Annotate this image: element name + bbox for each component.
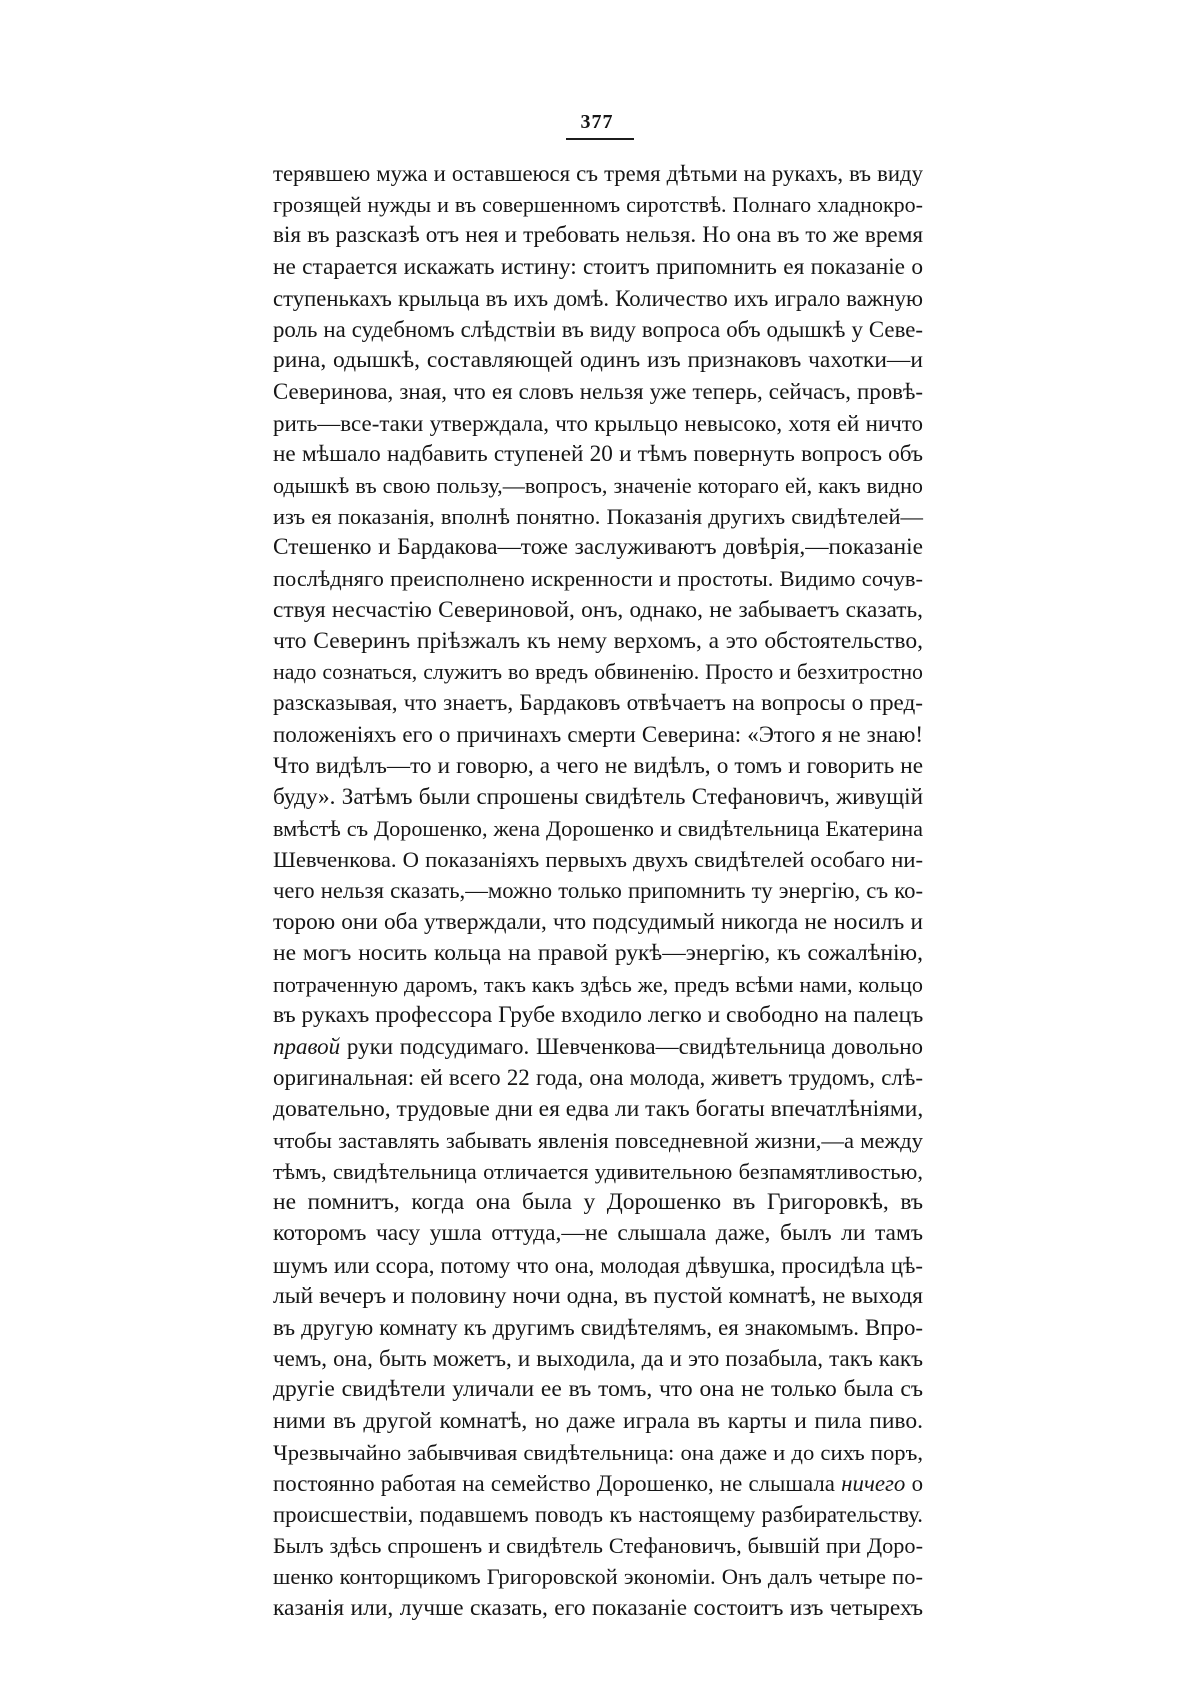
italic-word: ничего: [841, 1470, 906, 1496]
text-line: Шевченкова. О показаніяхъ первыхъ двухъ свидѣтелей особаго ни-: [273, 847, 923, 873]
text-line: грозящей нужды и въ совершенномъ сиротствѣ. Полнаго хладнокро-: [273, 192, 923, 218]
text-line: изъ ея показанія, вполнѣ понятно. Показанія другихъ свидѣтелей—: [273, 504, 923, 530]
page-number-rule: [566, 138, 634, 140]
text-line: ними въ другой комнатѣ, но даже играла въ карты и пила пиво.: [273, 1407, 923, 1434]
text-line: потраченную даромъ, такъ какъ здѣсь же, предъ всѣми нами, кольцо: [273, 971, 923, 997]
text-line: оригинальная: ей всего 22 года, она молода, живетъ трудомъ, слѣ-: [273, 1065, 923, 1091]
text-line: происшествіи, подавшемъ поводъ къ настоящему разбирательству.: [273, 1502, 923, 1528]
text-line: разсказывая, что знаетъ, Бардаковъ отвѣчаетъ на вопросы о пред-: [273, 690, 923, 717]
text-line: Что видѣлъ—то и говорю, а чего не видѣлъ, о томъ и говорить не: [273, 752, 923, 779]
text-line: шумъ или ссора, потому что она, молодая дѣвушка, просидѣла цѣ-: [273, 1252, 923, 1278]
text-line: буду». Затѣмъ были спрошены свидѣтель Стефановичъ, живущій: [273, 783, 923, 810]
text-line: тѣмъ, свидѣтельница отличается удивительною безпамятливостью,: [273, 1159, 923, 1184]
text-line: въ рукахъ профессора Грубе входило легко и свободно на палецъ: [273, 1002, 924, 1029]
text-line: терявшею мужа и оставшеюся съ тремя дѣтьми на рукахъ, въ виду: [273, 161, 923, 186]
text-line-with-italic: [273, 1468, 923, 1499]
text-line: шенко конторщикомъ Григоровской экономіи. Онъ далъ четыре по-: [273, 1564, 923, 1590]
text-line: чего нельзя сказать,—можно только припомнить ту энергію, съ ко-: [273, 878, 923, 904]
text-line: Северинова, зная, что ея словъ нельзя уже теперь, сейчасъ, провѣ-: [273, 379, 923, 405]
text-line: казанія или, лучше сказать, его показаніе состоитъ изъ четырехъ: [273, 1594, 923, 1621]
text-line: не мѣшало надбавить ступеней 20 и тѣмъ повернуть вопросъ объ: [273, 440, 923, 467]
line-start: постоянно работая на семейство Дорошенко, не слышала: [273, 1470, 835, 1496]
text-line: Былъ здѣсь спрошенъ и свидѣтель Стефановичъ, бывшій при Доро-: [273, 1533, 923, 1559]
page-number: 377: [580, 111, 614, 133]
text-line: въ другую комнату къ другимъ свидѣтелямъ, ея знакомымъ. Впро-: [273, 1314, 923, 1340]
line-rest: о: [905, 1470, 923, 1496]
text-line: чемъ, она, быть можетъ, и выходила, да и это позабыла, такъ какъ: [273, 1345, 923, 1372]
text-line: одышкѣ въ свою пользу,—вопросъ, значеніе котораго ей, какъ видно: [273, 472, 923, 498]
italic-word: правой: [273, 1034, 341, 1060]
text-line: послѣдняго преисполнено искренности и простоты. Видимо сочув-: [273, 566, 923, 592]
text-line: надо сознаться, служитъ во вредъ обвиненію. Просто и безхитростно: [273, 660, 923, 684]
text-line: лый вечеръ и половину ночи одна, въ пустой комнатѣ, не выходя: [273, 1282, 923, 1309]
text-line: Чрезвычайно забывчивая свидѣтельница: она даже и до сихъ поръ,: [273, 1439, 923, 1465]
text-line: которомъ часу ушла оттуда,—не слышала даже, былъ ли тамъ: [273, 1220, 923, 1247]
text-line: рить—все-таки утверждала, что крыльцо невысоко, хотя ей ничто: [273, 410, 923, 436]
text-line: довательно, трудовые дни ея едва ли такъ богаты впечатлѣніями,: [273, 1095, 924, 1122]
text-line: что Северинъ пріѣзжалъ къ нему верхомъ, а это обстоятельство,: [273, 627, 923, 654]
text-line: ствуя несчастію Севериновой, онъ, однако, не забываетъ сказать,: [273, 596, 923, 623]
text-line: роль на судебномъ слѣдствіи въ виду вопроса объ одышкѣ у Севе-: [273, 316, 923, 342]
body-text: [273, 158, 923, 1624]
line-rest: руки подсудимаго. Шевченкова—свидѣтельница довольно: [340, 1034, 923, 1060]
text-line: Стешенко и Бардакова—тоже заслуживаютъ довѣрія,—показаніе: [273, 534, 923, 561]
text-line: другіе свидѣтели уличали ее въ томъ, что она не только была съ: [273, 1376, 923, 1403]
text-line: не старается искажать истину: стоитъ припомнить ея показаніе о: [273, 253, 923, 280]
text-line: положеніяхъ его о причинахъ смерти Северина: «Этого я не знаю!: [273, 722, 923, 748]
text-line: торою они оба утверждали, что подсудимый никогда не носилъ и: [273, 908, 923, 935]
text-line: не помнитъ, когда она была у Дорошенко въ Григоровкѣ, въ: [273, 1189, 923, 1216]
text-line: рина, одышкѣ, составляющей одинъ изъ признаковъ чахотки—и: [273, 347, 923, 374]
text-line-with-italic: [273, 1031, 923, 1062]
text-line: чтобы заставлять забывать явленія повседневной жизни,—а между: [273, 1127, 923, 1153]
text-line: вмѣстѣ съ Дорошенко, жена Дорошенко и свидѣтельница Екатерина: [273, 815, 923, 841]
text-line: ступенькахъ крыльца въ ихъ домѣ. Количество ихъ играло важную: [273, 285, 923, 311]
text-line: вія въ разсказѣ отъ нея и требовать нельзя. Но она въ то же время: [273, 222, 923, 249]
text-line: не могъ носить кольца на правой рукѣ—энергію, къ сожалѣнію,: [273, 939, 923, 966]
